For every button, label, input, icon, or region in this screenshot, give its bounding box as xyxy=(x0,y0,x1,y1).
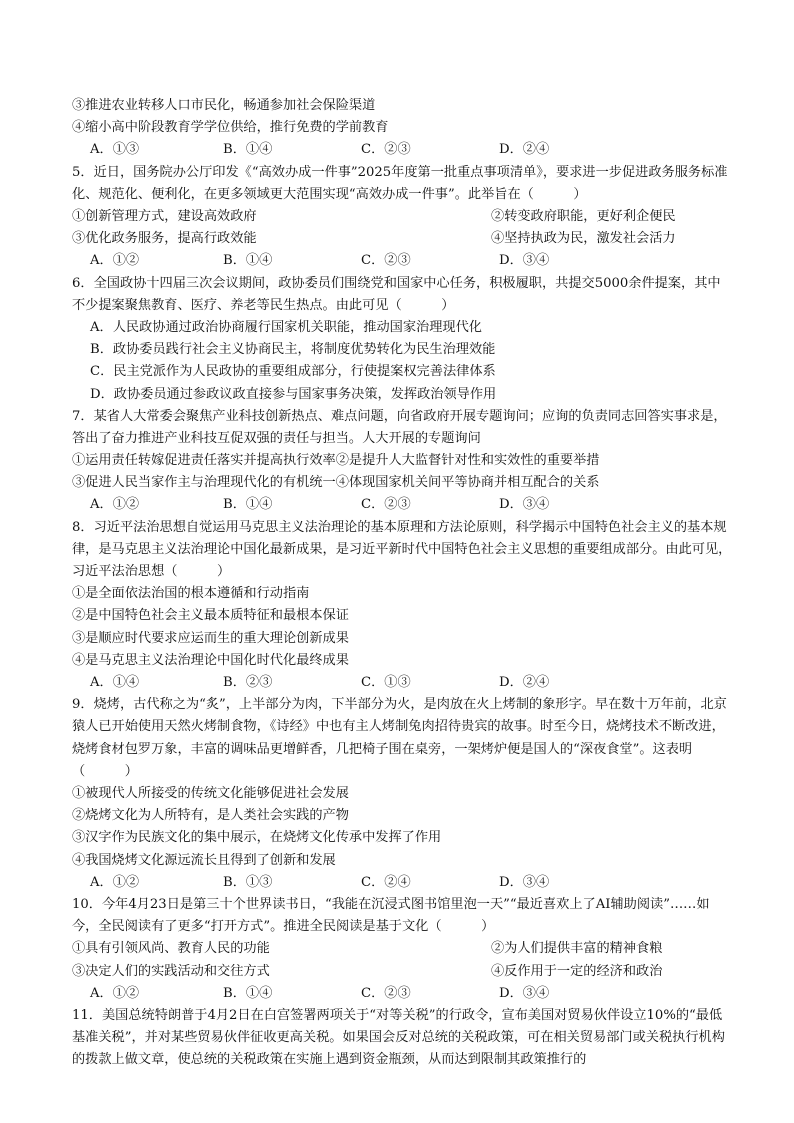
q4-option-d: D．②④ xyxy=(499,142,550,158)
q7-option-a: A．①② xyxy=(90,497,140,513)
q9-option-a: A．①② xyxy=(90,874,140,890)
q5-option-c: C．②③ xyxy=(361,253,411,269)
q5-option-b: B．①④ xyxy=(223,253,273,269)
q8-item-1: ①是全面依法治国的根本遵循和行动指南 xyxy=(72,586,310,602)
q8-option-b: B．②③ xyxy=(223,675,273,691)
q9-option-b: B．①③ xyxy=(223,874,273,890)
q5-item-4: ④坚持执政为民，激发社会活力 xyxy=(491,231,676,247)
q7-options xyxy=(72,494,732,516)
q10-option-a: A．①② xyxy=(90,985,140,1001)
q10-item-1: ①具有引领风尚、教育人民的功能 xyxy=(72,941,270,957)
q5-option-a: A．①② xyxy=(90,253,140,269)
q4-option-a: A．①③ xyxy=(90,142,140,158)
q9-item-2: ②烧烤文化为人所特有，是人类社会实践的产物 xyxy=(72,808,349,824)
q8-options xyxy=(72,672,732,694)
q8-item-4: ④是马克思主义法治理论中国化时代化最终成果 xyxy=(72,652,349,668)
q6-option-b: B．政协委员践行社会主义协商民主，将制度优势转化为民生治理效能 xyxy=(90,342,496,358)
q10-stem: 10．今年4月23日是第三十个世界读书日，“我能在沉浸式图书馆里泡一天”“最近喜欢上了AI辅助阅读”……如今，全民阅读有了更多“打开方式”。推进全民阅读是基于文化（ ） xyxy=(72,896,710,935)
q7-items-row1: ①运用责任转嫁促进责任落实并提高执行效率②是提升人大监督针对性和实效性的重要举措 xyxy=(72,453,600,469)
q5-items-row2 xyxy=(72,228,732,250)
q4-item-3: ③推进农业转移人口市民化，畅通参加社会保险渠道 xyxy=(72,98,376,113)
q8-stem: 8．习近平法治思想自觉运用马克思主义法治理论的基本原理和方法论原则，科学揭示中国特色社会主义的基本规律，是马克思主义法治理论中国化最新成果，是习近平新时代中国特色社会主义思想的重要组成部分。由此可见，习近平法治思想（ ） xyxy=(72,519,732,580)
q10-item-2: ②为人们提供丰富的精神食粮 xyxy=(491,941,663,957)
q5-options xyxy=(72,250,732,272)
q10-item-3: ③决定人们的实践活动和交往方式 xyxy=(72,963,270,979)
q7-option-b: B．①④ xyxy=(223,497,273,513)
q5-stem: 5．近日，国务院办公厅印发《“高效办成一件事”2025年度第一批重点事项清单》，要求进一步促进政务服务标准化、规范化、便利化，在更多领域更大范围实现“高效办成一件事”。此举旨在（ ） xyxy=(72,164,728,202)
q5-item-1: ①创新管理方式，建设高效政府 xyxy=(72,208,257,224)
q9-stem: 9．烧烤，古代称之为“炙”，上半部分为肉，下半部分为火，是肉放在火上烤制的象形字。早在数十万年前，北京猿人已开始使用天然火烤制食物，《诗经》中也有主人烤制兔肉招待贵宾的故事。时至今日，烧烤技术不断改进，烧烤食材包罗万象，丰富的调味品更增鲜香，几把椅子围在桌旁，一架烤炉便是国人的“深夜食堂”。这表明（ ） xyxy=(72,697,727,779)
q7-option-d: D．③④ xyxy=(499,497,550,513)
q5-item-3: ③优化政务服务，提高行政效能 xyxy=(72,231,257,247)
q6-option-d: D．政协委员通过参政议政直接参与国家事务决策，发挥政治领导作用 xyxy=(90,386,497,402)
q8-option-d: D．②④ xyxy=(499,675,550,691)
q10-option-d: D．③④ xyxy=(499,985,550,1001)
q10-items-row1 xyxy=(72,938,732,960)
q9-option-c: C．②④ xyxy=(361,874,411,890)
q10-item-4: ④反作用于一定的经济和政治 xyxy=(491,963,663,979)
q6-stem: 6．全国政协十四届三次会议期间，政协委员们围绕党和国家中心任务，积极履职，共提交5000余件提案，其中不少提案聚焦教育、医疗、养老等民生热点。由此可见（ ） xyxy=(72,275,721,313)
q10-option-b: B．①④ xyxy=(223,985,273,1001)
q8-item-2: ②是中国特色社会主义最本质特征和最根本保证 xyxy=(72,608,349,624)
q8-item-3: ③是顺应时代要求应运而生的重大理论创新成果 xyxy=(72,630,349,646)
q9-item-3: ③汉字作为民族文化的集中展示，在烧烤文化传承中发挥了作用 xyxy=(72,830,442,846)
q10-option-c: C．②③ xyxy=(361,985,411,1001)
q7-stem: 7．某省人大常委会聚焦产业科技创新热点、难点问题，向省政府开展专题询问；应询的负责同志回答实事求是，答出了奋力推进产业科技互促双强的责任与担当。人大开展的专题询问 xyxy=(72,408,727,446)
q5-items-row1 xyxy=(72,206,732,228)
q10-options xyxy=(72,983,732,1005)
q7-option-c: C．②③ xyxy=(361,497,411,513)
q8-option-c: C．①③ xyxy=(361,675,411,691)
q4-option-b: B．①④ xyxy=(223,142,273,158)
q11-stem: 11．美国总统特朗普于4月2日在白宫签署两项关于“对等关税”的行政令，宣布美国对贸易伙伴设立10%的“最低基准关税”，并对某些贸易伙伴征收更高关税。如果国会反对总统的关税政策，可在相关贸易部门或关税执行机构的拨款上做文章，使总统的关税政策在实施上遇到资金瓶颈，从而达到限制其政策推行的 xyxy=(72,1007,725,1068)
q6-option-c: C．民主党派作为人民政协的重要组成部分，行使提案权完善法律体系 xyxy=(90,364,496,380)
q9-option-d: D．③④ xyxy=(499,874,550,890)
exam-page xyxy=(72,95,732,1072)
q4-item-4: ④缩小高中阶段教育学学位供给，推行免费的学前教育 xyxy=(72,120,389,136)
q4-option-c: C．②③ xyxy=(361,142,411,158)
q9-options xyxy=(72,872,732,894)
q8-option-a: A．①④ xyxy=(90,675,140,691)
q7-items-row2: ③促进人民当家作主与治理现代化的有机统一④体现国家机关间平等协商并相互配合的关系 xyxy=(72,475,600,491)
q9-item-1: ①被现代人所接受的传统文化能够促进社会发展 xyxy=(72,786,349,802)
q9-item-4: ④我国烧烤文化源远流长且得到了创新和发展 xyxy=(72,852,336,868)
q4-options xyxy=(72,139,732,161)
q6-option-a: A．人民政协通过政治协商履行国家机关职能，推动国家治理现代化 xyxy=(90,319,482,335)
q10-items-row2 xyxy=(72,961,732,983)
q5-item-2: ②转变政府职能，更好利企便民 xyxy=(491,208,676,224)
q5-option-d: D．③④ xyxy=(499,253,550,269)
